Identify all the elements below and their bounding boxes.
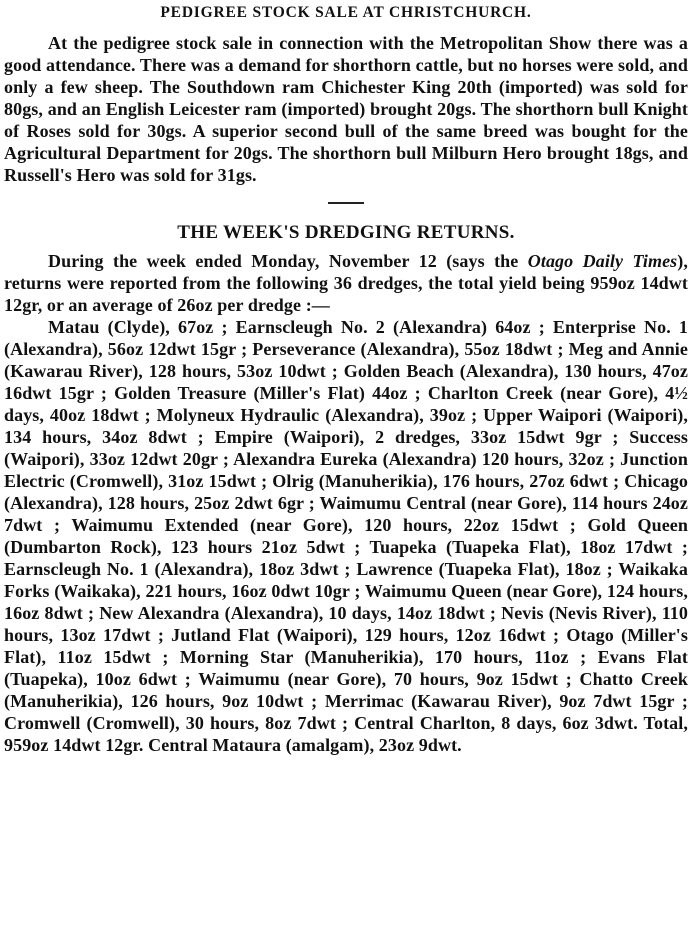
intro-text-after: ), returns were reported from the following 36 dredges, the total yield being 959oz 14dwt 12gr, or an average of 26oz per dredge :— — [4, 251, 688, 315]
article-body-stock-sale: At the pedigree stock sale in connection with the Metropolitan Show there was a good attendance. There was a demand for shorthorn cattle, but no horses were sold, and only a few sheep. The Southdown ram Chichester King 20th (imported) was sold for 80gs, and an English Leicester ram (imported) brought 20gs. The shorthorn bull Knight of Roses sold for 30gs. A superior second bull of the same breed was bought for the Agricultural Department for 20gs. The shorthorn bull Milburn Hero brought 18gs, and Russell's Hero was sold for 31gs. — [4, 33, 688, 185]
section-divider — [328, 202, 364, 204]
article-heading-stock-sale: PEDIGREE STOCK SALE AT CHRISTCHURCH. — [160, 4, 532, 21]
intro-text-before: During the week ended Monday, November 12 (says the — [48, 251, 528, 271]
intro-source-publication: Otago Daily Times — [527, 251, 678, 271]
article-heading-dredging-returns: THE WEEK'S DREDGING RETURNS. — [177, 222, 515, 243]
dredge-returns-list: Matau (Clyde), 67oz ; Earnscleugh No. 2 (Alexandra) 64oz ; Enterprise No. 1 (Alexandra), 56oz 12dwt 15gr ; Perseverance (Alexandra), 55oz 18dwt ; Meg and Annie (Kawarau River), 128 hours, 53oz 10dwt ; Golden Beach (Alexandra), 130 hours, 47oz 16dwt 15gr ; Golden Treasure (Miller's Flat) 44oz ; Charlton Creek (near Gore), 4½ days, 40oz 18dwt ; Molyneux Hydraulic (Alexandra), 39oz ; Upper Waipori (Waipori), 134 hours, 34oz 8dwt ; Empire (Waipori), 2 dredges, 33oz 15dwt 9gr ; Success (Waipori), 33oz 12dwt 20gr ; Alexandra Eureka (Alexandra) 120 hours, 32oz ; Junction Electric (Cromwell), 31oz 15dwt ; Olrig (Manuherikia), 176 hours, 27oz 6dwt ; Chicago (Alexandra), 128 hours, 25oz 2dwt 6gr ; Waimumu Central (near Gore), 114 hours 24oz 7dwt ; Waimumu Extended (near Gore), 120 hours, 22oz 15dwt ; Gold Queen (Dumbarton Rock), 123 hours 21oz 5dwt ; Tuapeka (Tuapeka Flat), 18oz 17dwt ; Earnscleugh No. 1 (Alexandra), 18oz 3dwt ; Lawrence (Tuapeka Flat), 18oz ; Waikaka Forks (Waikaka), 221 hours, 16oz 0dwt 10gr ; Waimumu Queen (near Gore), 124 hours, 16oz 8dwt ; New Alexandra (Alexandra), 10 days, 14oz 18dwt ; Nevis (Nevis River), 110 hours, 13oz 17dwt ; Jutland Flat (Waipori), 129 hours, 12oz 16dwt ; Otago (Miller's Flat), 11oz 15dwt ; Morning Star (Manuherikia), 170 hours, 11oz ; Evans Flat (Tuapeka), 10oz 6dwt ; Waimumu (near Gore), 70 hours, 9oz 15dwt ; Chatto Creek (Manuherikia), 126 hours, 9oz 10dwt ; Merrimac (Kawarau River), 9oz 7dwt 15gr ; Cromwell (Cromwell), 30 hours, 8oz 7dwt ; Central Charlton, 8 days, 6oz 3dwt. Total, 959oz 14dwt 12gr. Central Mataura (amalgam), 23oz 9dwt. — [4, 317, 688, 755]
article-intro-dredging-returns — [4, 250, 688, 316]
